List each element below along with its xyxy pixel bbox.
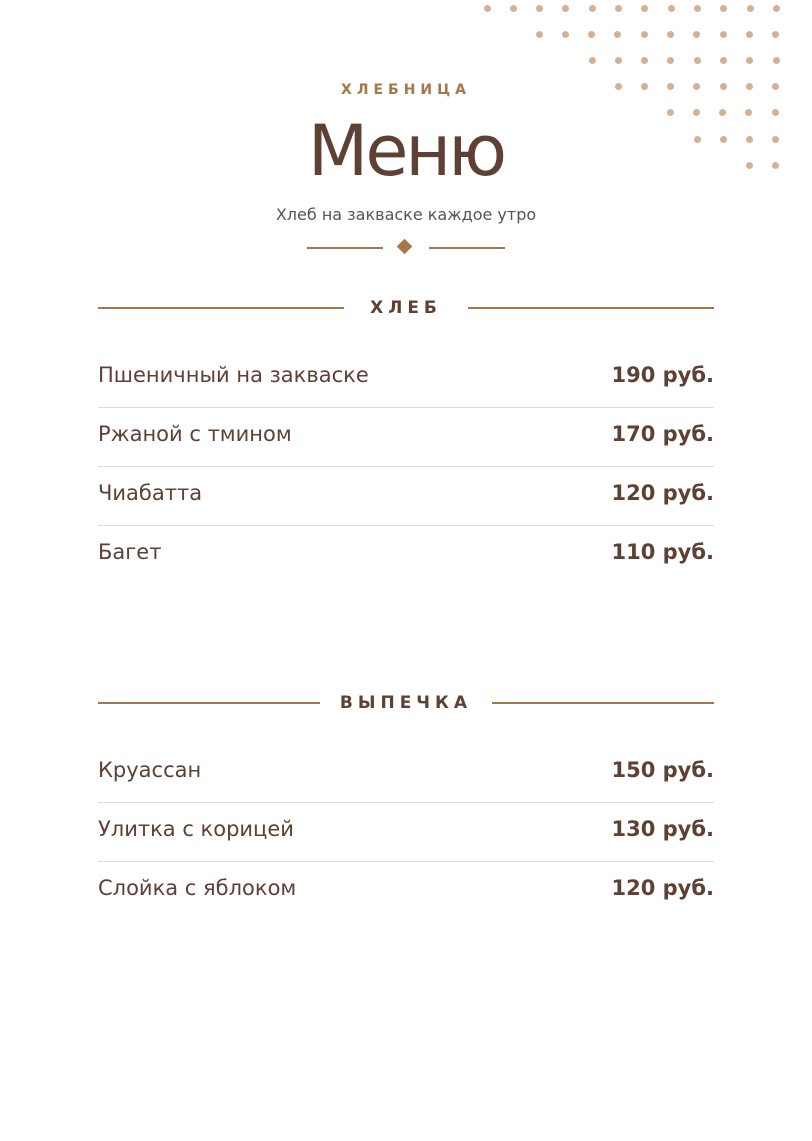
decorative-dot <box>510 5 517 12</box>
menu-item-price: 110 руб. <box>611 540 714 564</box>
decorative-dot <box>773 5 780 12</box>
section-title: ХЛЕБ <box>370 298 442 318</box>
decorative-dot <box>746 31 753 38</box>
menu-item <box>98 744 714 803</box>
decorative-dot <box>720 31 727 38</box>
decorative-dot <box>641 5 648 12</box>
menu-item-name: Круассан <box>98 758 202 782</box>
page-subtitle: Хлеб на закваске каждое утро <box>275 205 537 224</box>
diamond-icon <box>397 239 413 255</box>
section-rule-right <box>468 307 714 309</box>
decorative-dot <box>773 57 780 64</box>
decorative-dot <box>694 57 701 64</box>
decorative-dot <box>589 57 596 64</box>
decorative-dot <box>641 31 648 38</box>
menu-item <box>98 803 714 862</box>
section-header <box>98 688 714 718</box>
decorative-dot <box>720 5 727 12</box>
decorative-dot <box>614 31 621 38</box>
section-title: ВЫПЕЧКА <box>339 693 473 713</box>
menu-item <box>98 526 714 584</box>
section-header <box>98 293 714 323</box>
menu-item-list <box>98 744 714 920</box>
decorative-dot <box>484 5 491 12</box>
decorative-dot <box>746 57 753 64</box>
menu-item-name: Чиабатта <box>98 481 203 505</box>
ornament-line-left <box>307 247 383 249</box>
decorative-dot <box>615 5 622 12</box>
menu-item-price: 130 руб. <box>611 817 714 841</box>
decorative-dot <box>694 5 701 12</box>
menu-item-name: Улитка с корицей <box>98 817 294 841</box>
menu-item-price: 120 руб. <box>611 876 714 900</box>
decorative-dot <box>668 5 675 12</box>
decorative-dot <box>693 31 700 38</box>
decorative-dot <box>562 5 569 12</box>
menu-item-price: 120 руб. <box>611 481 714 505</box>
title-ornament <box>307 238 505 258</box>
menu-item-name: Пшеничный на закваске <box>98 363 369 387</box>
decorative-dot <box>615 57 622 64</box>
decorative-dot <box>772 31 779 38</box>
decorative-dot <box>536 5 543 12</box>
ornament-line-right <box>429 247 505 249</box>
decorative-dot <box>747 5 754 12</box>
decorative-dot <box>667 57 674 64</box>
menu-item-list <box>98 349 714 584</box>
menu-item-name: Ржаной с тмином <box>98 422 292 446</box>
menu-item-price: 190 руб. <box>611 363 714 387</box>
menu-item-price: 150 руб. <box>611 758 714 782</box>
menu-item <box>98 862 714 920</box>
menu-item-price: 170 руб. <box>611 422 714 446</box>
menu-section-bread <box>98 293 714 584</box>
decorative-dot <box>536 31 543 38</box>
decorative-dot <box>562 31 569 38</box>
section-rule-right <box>492 702 714 704</box>
menu-item <box>98 349 714 408</box>
decorative-dot <box>589 5 596 12</box>
decorative-dot <box>667 31 674 38</box>
menu-item <box>98 467 714 526</box>
decorative-dot <box>720 57 727 64</box>
page-title: Меню <box>307 110 505 192</box>
menu-item <box>98 408 714 467</box>
brand-name: ХЛЕБНИЦА <box>341 82 471 98</box>
menu-item-name: Багет <box>98 540 162 564</box>
menu-section-pastry <box>98 688 714 920</box>
decorative-dot <box>588 31 595 38</box>
decorative-dot <box>641 57 648 64</box>
menu-item-name: Слойка с яблоком <box>98 876 297 900</box>
